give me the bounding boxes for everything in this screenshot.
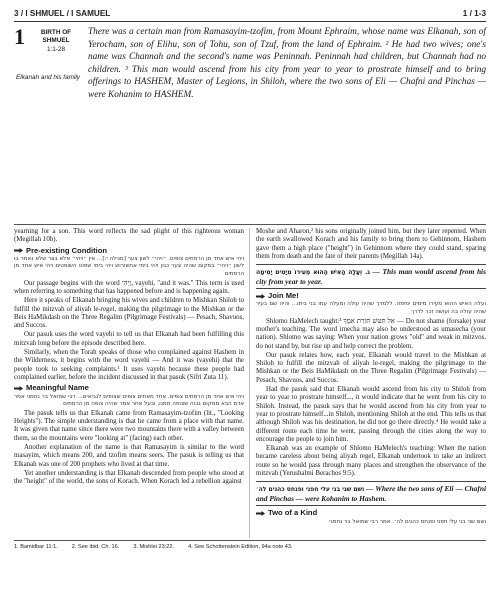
- section-title: Join Me!: [268, 291, 299, 301]
- commentary-paragraph: Our pasuk relates how, each year, Elkanah would travel to the Mishkan at Shiloh to fulfill the mitzvah of aliyah le-regel, making the pilgrimage to the Mishkan or the Beis HaMikdash on the Three Regalim (Pilgrimage Festivals) — Pesach, Shavuos, and Succos.: [256, 351, 486, 384]
- section-heading-meaningful-name: [14, 384, 244, 392]
- left-intro-paragraph: yearning for a son. This word reflects the sad plight of this righteous woman (Megillah 10b).: [14, 228, 244, 244]
- hand-pointer-icon: [256, 294, 265, 299]
- commentary-paragraph: The pasuk tells us that Elkanah came from Ramasayim-tzofim (lit., "Looking Heights"). The simple understanding is that he came from a place with that name. It was given that name since there were two mountains there with a valley between them, so the mountains were "looking at" (facing) each other.: [14, 409, 244, 442]
- footnote: 4. See Schottenstein Edition, 94a note 43.: [188, 544, 293, 550]
- chapter-number: 1: [14, 24, 25, 49]
- section-heading-join-me: [256, 292, 486, 300]
- hebrew-commentary: ועלה האיש ההוא מעירו מימים ימימה. ללמדך שהיה עולה ומעלה עמו בני ביתו... והיה שם בעיר שהיה עולה בה ועושה זכר לדרך: [256, 301, 486, 316]
- side-heading: BIRTH OF SHMUEL: [40, 29, 72, 44]
- commentary-paragraph: Shlomo HaMelech taught:³ אַל תִּטּשׁ תּוֹרַת אִמֶּךָ — Do not shame (forsake) your mother's teaching. The word imecha may also be understood as umasecha (your nation). Shlomo was saying: When your nation grows "old" and weak in mitzvos, do not stand by, but rise up and help correct the problem.: [256, 317, 486, 350]
- footnote: 1. Bamidbar 11:1.: [14, 544, 58, 550]
- side-note: Elkanah and his family: [16, 74, 80, 81]
- commentary-right-column: [256, 228, 486, 527]
- commentary-paragraph: Another explanation of the name is that Ramasayim is similar to the word masayim, which means 200, and tzofim means seers. The pasuk is telling us that Elkanah was one of 200 prophets who lived at that time.: [14, 443, 244, 468]
- commentary-paragraph: Our pasuk uses the word vayehi to tell us that Elkanah had been fulfilling this mitzvah long before the episode described here.: [14, 331, 244, 347]
- hebrew-commentary: ושם שני בני עלי חפני ופנחס כהנים לה׳. אמר רבי שמואל בר נחמני: [329, 518, 486, 525]
- commentary-paragraph: Elkanah was an example of Shlomo HaMelech's teaching: When the nation became careless about being aliyah regel, Elkanah undertook to take an indirect route so he would pass through many places and strengthen the observance of the mitzvah (Yerushalmi Berachos 9:5).: [256, 445, 486, 478]
- commentary-paragraph: Here it speaks of Elkanah bringing his wives and children to Mishkan Shiloh to fulfill the mitzvah of aliyah le-regel, making the pilgrimage to the Mishkan or the Beis HaMikdash on the Three Regalim (Pilgrimage Festivals) — Pesach, Shavuos, and Succos.: [14, 297, 244, 330]
- verse-block: [14, 26, 486, 222]
- column-divider: [249, 228, 250, 538]
- footnote: 2. See ibid. Ch. 16.: [71, 544, 120, 550]
- side-reference: 1:1-28: [46, 46, 66, 53]
- verse-translation: There was a certain man from Ramasayim-tzofim, from Mount Ephraim, whose name was Elkanah, son of Yerocham, son of Elihu, son of Tohu, son of Tzuf, from the land of Ephraim. ² He had two wives; one's name was Channah and the second's name was Peninnah. Peninnah had children, but Channah had no children. ³ This man would ascend from his city from year to year to prostrate himself and to bring offerings to HASHEM, Master of Legions, in Shiloh, where the two sons of Eli — Chafni and Pinchas — were Kohanim to HASHEM.: [88, 27, 486, 100]
- header-rule: [14, 21, 486, 22]
- section-title: Two of a Kind: [268, 508, 318, 518]
- commentary-paragraph: Similarly, when the Torah speaks of those who complained against Hashem in the Wilderness, it begins with the word vayehi — And it was (vayehi) that the people took to seeking complaints.¹ It uses vayehi because these people had complained earlier, before the incident discussed in that pasuk (Sifri Zuta 11).: [14, 349, 244, 381]
- citation-hebrew: ג. וְעָלָה הָאִישׁ הַהוּא מֵעִירוֹ מִיָּמִים יָמִימָה: [256, 269, 370, 277]
- commentary-paragraph: Had the pasuk said that Elkanah would ascend from his city to Shiloh from year to year to prostrate himself..., it would indicate that he went from his city to Shiloh. Instead, the pasuk says that he would ascend from his city from year to year to prostrate himself...in Shiloh, mentioning Shiloh at the end. This tells us that although Shiloh was his destination, he did not go there directly.⁴ He would take a different route each time he went, passing through the cities along the way to encourage the people to join him.: [256, 386, 486, 443]
- commentary-paragraph: Our passage begins with the word וַיְהִי, vayehi, "and it was." This term is used when referring to something that has happened before and is happening again.: [14, 279, 244, 295]
- citation-english: — Where the two sons of Eli — Chafni and Pinchas — were Kohanim to Hashem.: [256, 484, 486, 504]
- section-title: Pre-existing Condition: [26, 245, 108, 255]
- verse-citation: [256, 264, 486, 289]
- hand-pointer-icon: [256, 511, 265, 516]
- hebrew-commentary: ויהי איש אחד מן הרמתים צופים. אחד מאתים צופים שצופים לנביאים... רבי שמואל בר נחמני אמר אדם הבא ממקום גבוה שצופה ממנו, ובעל אחר אמר שהיה צופה מן הרמתים: [14, 393, 244, 408]
- hebrew-commentary: ויהי איש אחד מן הרמתים צופים. ״ויהי״ לשון צער [מגילה י:]... אין ״ויהי״ אלא בצר שלא נאמר בו לשון ״ויהי״ במקום שהיה צער כגון ויהי בימי אחשורוש ויהי בימי שפוט השופטים ויהי איש אחד מן הרמתים: [14, 255, 244, 278]
- commentary-paragraph: Yet another understanding is that Elkanah descended from people who stood at the "height" of the world, the sons of Korach. When Korach led a rebellion against: [14, 469, 244, 486]
- verse-divider: [14, 224, 486, 225]
- section-heading-two-of-a-kind: [256, 509, 486, 517]
- header-book-title: 3 / I SHMUEL / I SAMUEL: [14, 8, 111, 18]
- hand-pointer-icon: [14, 248, 23, 253]
- footnotes: [14, 540, 486, 550]
- right-intro-paragraph: Moshe and Aharon,² his sons originally joined him, but they later repented. When the earth swallowed Korach and his family to bring them to Gehinnom, Hashem gave them a high place ("height") in Gehinnom where they could stand, sparing them from death and the fate of their parents (Megillah 14a).: [256, 228, 486, 260]
- section-heading-pre-existing: [14, 247, 244, 255]
- verse-citation: [256, 481, 486, 506]
- footnote: 3. Mishlei 23:22.: [133, 544, 175, 550]
- citation-hebrew: ושם שני בני עלי חפני ופנחס כהנים לה׳: [256, 486, 365, 494]
- section-title: Meaningful Name: [26, 383, 89, 393]
- hand-pointer-icon: [14, 386, 23, 391]
- citation-english: — This man would ascend from his city from year to year.: [256, 267, 486, 287]
- running-header: [14, 6, 486, 20]
- commentary-left-column: [14, 228, 244, 487]
- header-chapter-ref: 1 / 1-3: [462, 8, 486, 18]
